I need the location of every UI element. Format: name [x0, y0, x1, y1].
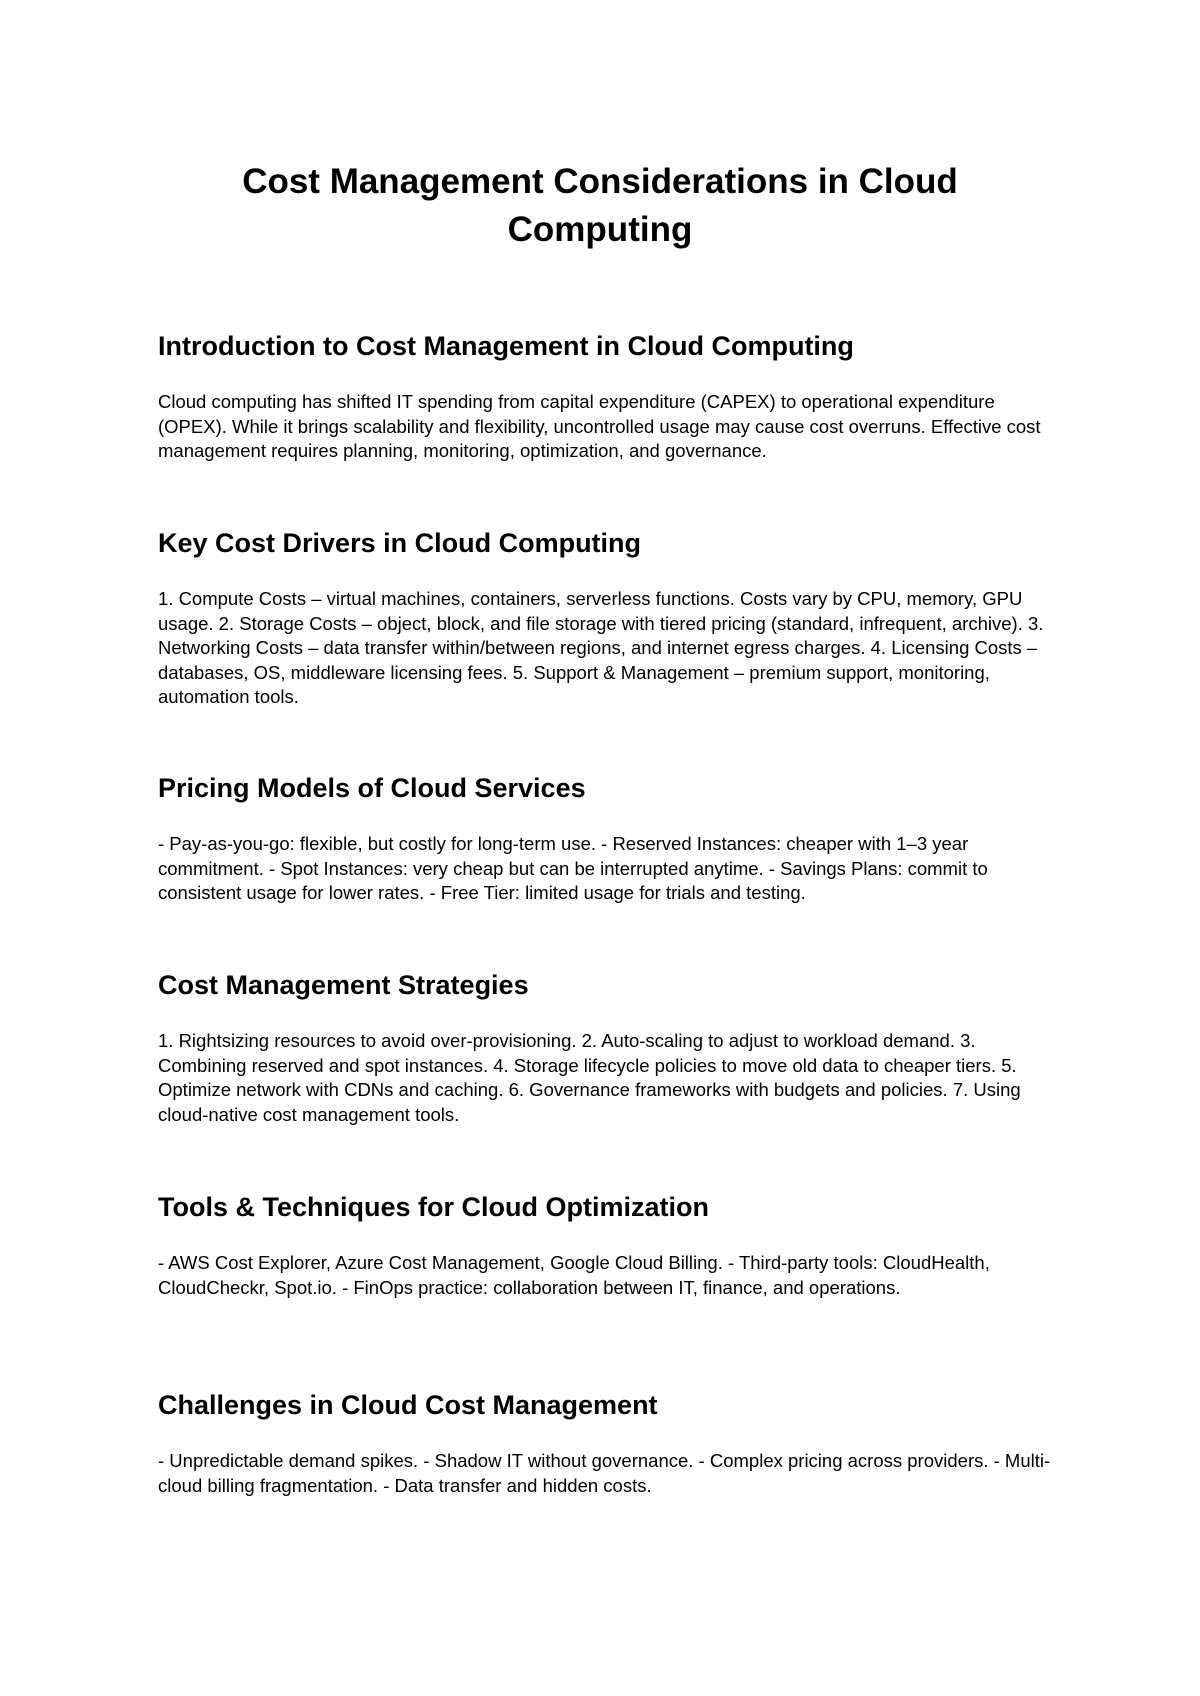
section-tools-techniques	[158, 1190, 1058, 1300]
document-title: Cost Management Considerations in Cloud Computing	[242, 162, 958, 249]
section-heading: Cost Management Strategies	[158, 970, 529, 1000]
section-pricing-models	[158, 771, 1058, 906]
section-heading: Pricing Models of Cloud Services	[158, 773, 586, 803]
section-introduction	[158, 329, 1058, 464]
section-body: 1. Rightsizing resources to avoid over-provisioning. 2. Auto-scaling to adjust to workload demand. 3. Combining reserved and spot instances. 4. Storage lifecycle policies to move old data to cheaper tiers. 5. Optimize network with CDNs and caching. 6. Governance frameworks with budgets and policies. 7. Using cloud-native cost management tools.	[158, 1030, 1021, 1125]
section-heading: Challenges in Cloud Cost Management	[158, 1390, 658, 1420]
section-body: - Unpredictable demand spikes. - Shadow IT without governance. - Complex pricing across providers. - Multi-cloud billing fragmentation. - Data transfer and hidden costs.	[158, 1450, 1051, 1496]
section-body: Cloud computing has shifted IT spending from capital expenditure (CAPEX) to operational expenditure (OPEX). While it brings scalability and flexibility, uncontrolled usage may cause cost overruns. Effective cost management requires planning, monitoring, optimization, and governance.	[158, 391, 1041, 461]
section-heading: Tools & Techniques for Cloud Optimization	[158, 1192, 709, 1222]
section-heading: Key Cost Drivers in Cloud Computing	[158, 528, 642, 558]
section-key-cost-drivers	[158, 526, 1058, 710]
section-cost-management-strategies	[158, 968, 1058, 1127]
section-body: - Pay-as-you-go: flexible, but costly for long-term use. - Reserved Instances: cheaper with 1–3 year commitment. - Spot Instances: very cheap but can be interrupted anytime. - Savings Plans: commit to consistent usage for lower rates. - Free Tier: limited usage for trials and testing.	[158, 833, 988, 903]
section-body: 1. Compute Costs – virtual machines, containers, serverless functions. Costs vary by CPU, memory, GPU usage. 2. Storage Costs – object, block, and file storage with tiered pricing (standard, infrequent, archive). 3. Networking Costs – data transfer within/between regions, and internet egress charges. 4. Licensing Costs – databases, OS, middleware licensing fees. 5. Support & Management – premium support, monitoring, automation tools.	[158, 588, 1044, 707]
section-body: - AWS Cost Explorer, Azure Cost Management, Google Cloud Billing. - Third-party tools: CloudHealth, CloudCheckr, Spot.io. - FinOps practice: collaboration between IT, finance, and operations.	[158, 1252, 990, 1298]
section-challenges	[158, 1388, 1058, 1498]
section-heading: Introduction to Cost Management in Cloud Computing	[158, 331, 854, 361]
